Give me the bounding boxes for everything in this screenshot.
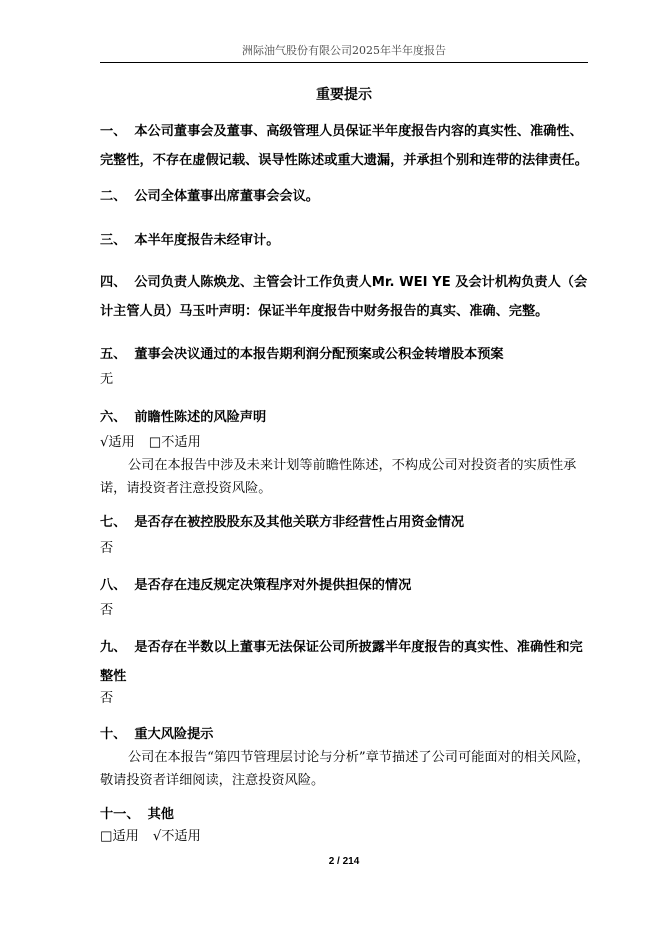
option-applicable: √适用 <box>100 435 135 450</box>
item-number: 八、 <box>100 578 127 593</box>
item-number: 三、 <box>100 233 127 248</box>
item-number: 六、 <box>100 410 127 425</box>
item-8 <box>100 571 590 600</box>
item-6 <box>100 403 590 432</box>
item-11-options <box>100 825 590 849</box>
page-number: 2 / 214 <box>328 856 360 867</box>
item-5 <box>100 340 590 369</box>
item-10-body: 公司在本报告“第四节管理层讨论与分析”章节描述了公司可能面对的相关风险，敬请投资者详细阅读，注意投资风险。 <box>100 750 590 788</box>
item-number: 一、 <box>100 124 127 139</box>
item-text: 重大风险提示 <box>134 727 214 742</box>
item-9 <box>100 633 590 691</box>
item-text: 其他 <box>147 807 174 822</box>
option-not-applicable: √不适用 <box>152 829 201 844</box>
item-text: 是否存在违反规定决策程序对外提供担保的情况 <box>134 578 412 593</box>
item-text: 本公司董事会及董事、高级管理人员保证半年度报告内容的真实性、准确性、完整性，不存在虚假记载、误导性陈述或重大遗漏，并承担个别和连带的法律责任。 <box>100 124 588 168</box>
item-text: 前瞻性陈述的风险声明 <box>134 410 267 425</box>
option-applicable: □适用 <box>100 829 139 844</box>
item-number: 二、 <box>100 189 127 204</box>
item-7 <box>100 508 590 537</box>
item-10 <box>100 720 590 749</box>
item-text: 本半年度报告未经审计。 <box>134 233 280 248</box>
item-text: 是否存在被控股股东及其他关联方非经营性占用资金情况 <box>134 515 465 530</box>
item-text: 董事会决议通过的本报告期利润分配预案或公积金转增股本预案 <box>134 347 504 362</box>
item-8-answer: 否 <box>100 603 114 618</box>
item-number: 十、 <box>100 727 127 742</box>
item-number: 十一、 <box>100 807 140 822</box>
page-header: 洲际油气股份有限公司2025年半年度报告 <box>242 44 446 57</box>
item-4 <box>100 268 590 326</box>
item-text: 公司负责人陈焕龙、主管会计工作负责人Mr. WEI YE 及会计机构负责人（会计主管人员）马玉叶声明：保证半年度报告中财务报告的真实、准确、完整。 <box>100 275 588 319</box>
page-title: 重要提示 <box>316 87 372 103</box>
option-not-applicable: □不适用 <box>148 435 201 450</box>
item-5-answer: 无 <box>100 372 114 387</box>
item-text: 公司全体董事出席董事会会议。 <box>134 189 319 204</box>
item-7-answer: 否 <box>100 541 114 556</box>
item-9-answer: 否 <box>100 691 114 706</box>
item-2 <box>100 182 590 211</box>
item-1 <box>100 117 590 175</box>
item-6-options <box>100 431 590 455</box>
item-number: 五、 <box>100 347 127 362</box>
item-number: 四、 <box>100 275 127 290</box>
item-3 <box>100 226 590 255</box>
item-number: 七、 <box>100 515 127 530</box>
item-text: 是否存在半数以上董事无法保证公司所披露半年度报告的真实性、准确性和完整性 <box>100 640 583 684</box>
item-number: 九、 <box>100 640 127 655</box>
header-divider <box>100 62 588 63</box>
item-6-body: 公司在本报告中涉及未来计划等前瞻性陈述，不构成公司对投资者的实质性承诺，请投资者注意投资风险。 <box>100 458 577 496</box>
